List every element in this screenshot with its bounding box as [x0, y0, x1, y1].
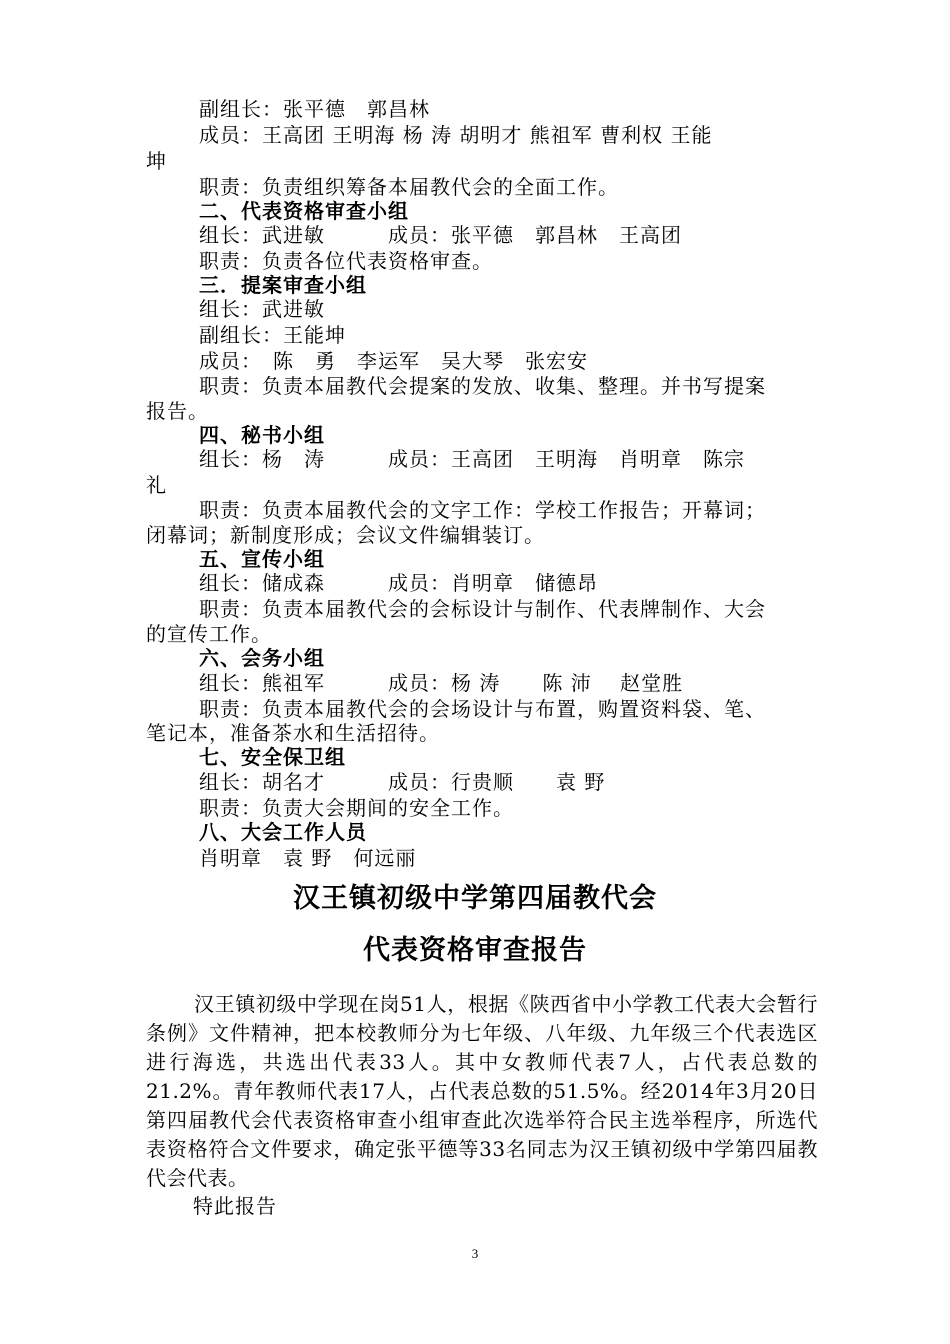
- closing-line: 特此报告: [193, 1194, 277, 1218]
- text-line: 的宣传工作。: [146, 622, 272, 646]
- text-line: 职责：负责大会期间的安全工作。: [199, 796, 514, 820]
- report-title-line2: 代表资格审查报告: [363, 935, 587, 966]
- text-line: 礼: [146, 473, 167, 497]
- text-line: 成员： 陈 勇 李运军 吴大琴 张宏安: [199, 349, 588, 373]
- text-line: 成员：王高团 王明海 杨 涛 胡明才 熊祖军 曹利权 王能: [199, 123, 713, 147]
- text-line: 职责：负责本届教代会的文字工作：学校工作报告；开幕词；: [199, 498, 766, 522]
- section-heading: 六、会务小组: [199, 646, 325, 670]
- section-heading: 八、大会工作人员: [199, 820, 367, 844]
- text-line: 闭幕词；新制度形成；会议文件编辑装订。: [146, 523, 545, 547]
- text-line: 组长：熊祖军 成员：杨 涛 陈 沛 赵堂胜: [199, 671, 684, 695]
- text-line: 肖明章 袁 野 何远丽: [199, 846, 417, 870]
- text-line: 组长：杨 涛 成员：王高团 王明海 肖明章 陈宗: [199, 447, 745, 471]
- text-line: 职责：负责各位代表资格审查。: [199, 249, 493, 273]
- page-number: 3: [471, 1246, 479, 1261]
- text-line: 组长：胡名才 成员：行贵顺 袁 野: [199, 770, 606, 794]
- report-title-line1: 汉王镇初级中学第四届教代会: [293, 883, 657, 914]
- text-line: 坤: [146, 149, 167, 173]
- section-heading: 二、代表资格审查小组: [199, 199, 409, 223]
- text-line: 职责：负责本届教代会的会场设计与布置，购置资料袋、笔、: [199, 697, 766, 721]
- text-line: 职责：负责本届教代会的会标设计与制作、代表牌制作、大会: [199, 597, 766, 621]
- section-heading: 三．提案审查小组: [199, 273, 367, 297]
- section-heading: 四、秘书小组: [199, 423, 325, 447]
- text-line: 组长：武进敏 成员：张平德 郭昌林 王高团: [199, 223, 682, 247]
- report-body: 汉王镇初级中学现在岗51人，根据《陕西省中小学教工代表大会暂行条例》文件精神，把本校教师分为七年级、八年级、九年级三个代表选区进行海选，共选出代表33人。其中女教师代表7人，占代表总数的21.2%。青年教师代表17人，占代表总数的51.5%。经2014年3月20日第四届教代会代表资格审查小组审查此次选举符合民主选举程序，所选代表资格符合文件要求，确定张平德等33名同志为汉王镇初级中学第四届教代会代表。: [146, 992, 818, 1190]
- text-line: 笔记本，准备茶水和生活招待。: [146, 721, 440, 745]
- text-line: 组长：储成森 成员：肖明章 储德昂: [199, 571, 598, 595]
- text-line: 报告。: [146, 399, 209, 423]
- text-line: 副组长：王能坤: [199, 323, 346, 347]
- text-line: 副组长：张平德 郭昌林: [199, 97, 430, 121]
- text-line: 职责：负责组织筹备本届教代会的全面工作。: [199, 175, 619, 199]
- text-line: 组长：武进敏: [199, 297, 325, 321]
- text-line: 职责：负责本届教代会提案的发放、收集、整理。并书写提案: [199, 374, 766, 398]
- section-heading: 七、安全保卫组: [199, 745, 346, 769]
- section-heading: 五、宣传小组: [199, 547, 325, 571]
